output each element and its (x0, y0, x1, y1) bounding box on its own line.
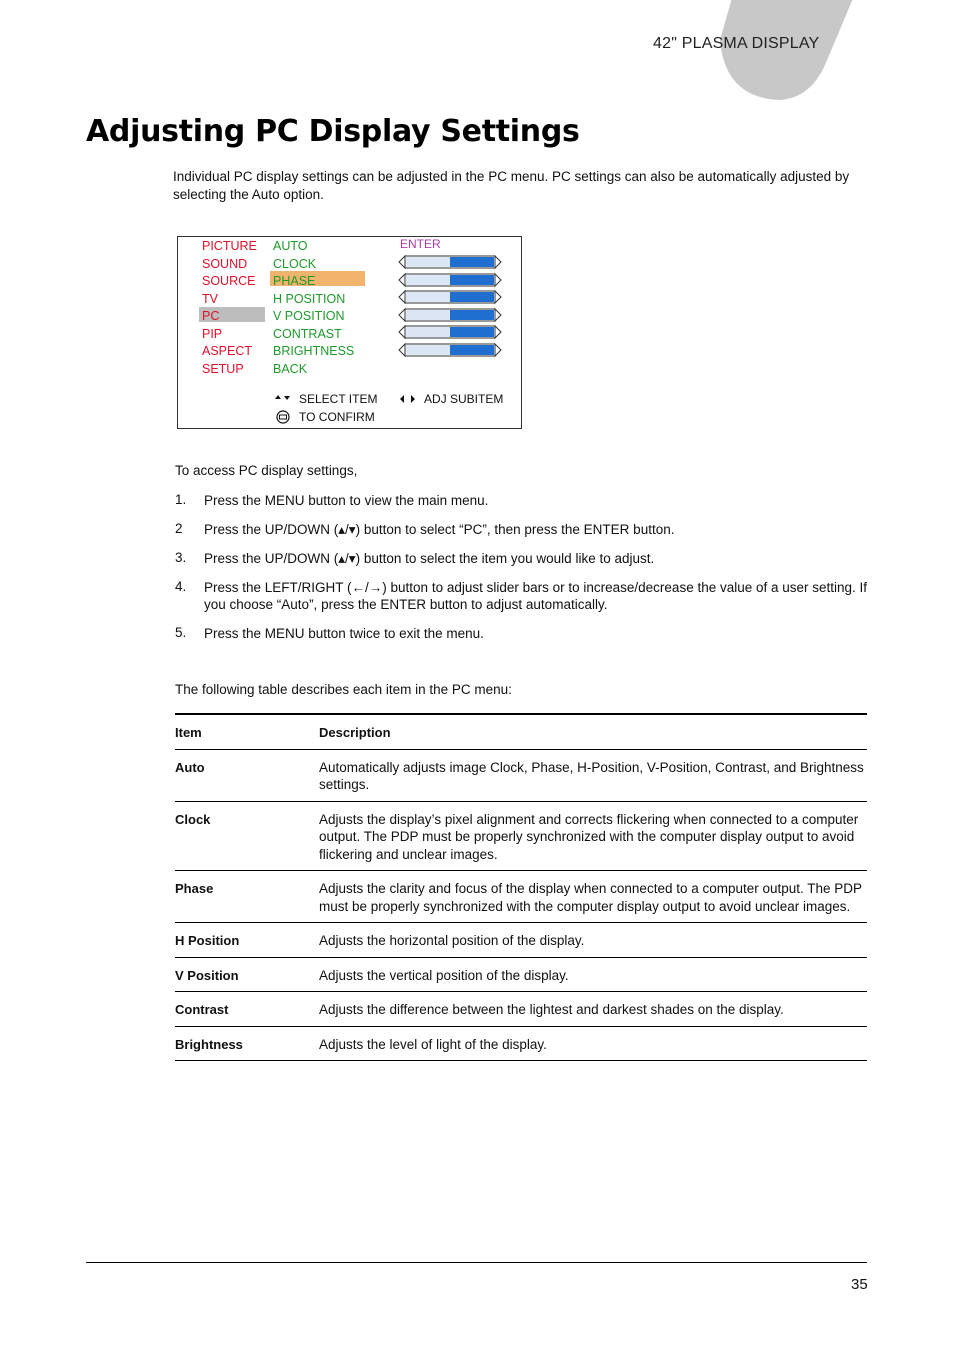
column-header-item: Item (175, 725, 202, 740)
osd-slider-bar (398, 307, 502, 323)
osd-slider-bar (398, 272, 502, 288)
table-cell-item: Clock (175, 811, 211, 827)
column-header-description: Description (319, 725, 391, 740)
main-menu-item: SETUP (202, 362, 244, 376)
sub-menu-item: H POSITION (273, 292, 346, 306)
sub-menu-item: PHASE (273, 274, 316, 288)
table-row (175, 801, 867, 871)
table-cell-description: Automatically adjusts image Clock, Phase, H-Position, V-Position, Contrast, and Brightness settings. (319, 759, 864, 792)
table-cell-item: Auto (175, 759, 205, 775)
main-menu-item: TV (202, 292, 218, 306)
table-row (175, 957, 867, 992)
left-right-arrows-icon (399, 394, 417, 404)
table-cell-description: Adjusts the difference between the lightest and darkest shades on the display. (319, 1002, 784, 1017)
footer-rule (86, 1262, 867, 1263)
step-number: 5. (175, 625, 187, 640)
main-menu-item: PICTURE (202, 239, 257, 253)
step-number: 1. (175, 492, 187, 507)
main-menu-item: ASPECT (202, 344, 253, 358)
table-header-row (175, 714, 867, 749)
up-down-arrows-icon (274, 393, 292, 403)
table-cell-item: Phase (175, 881, 214, 896)
main-menu-item: SOURCE (202, 274, 256, 288)
table-cell-item: Brightness (175, 1036, 243, 1052)
sub-menu-item: CONTRAST (273, 327, 342, 341)
intro-paragraph: Individual PC display settings can be adjusted in the PC menu. PC settings can also be automatically adjusted by selecting the Auto option. (173, 169, 850, 202)
header-product-label: 42" PLASMA DISPLAY (653, 35, 820, 52)
pc-menu-items-table (175, 713, 867, 1061)
step-number: 4. (175, 579, 187, 594)
table-row (175, 1026, 867, 1061)
table-row (175, 992, 867, 1027)
osd-menu-illustration (177, 236, 522, 429)
osd-slider-bar (398, 324, 502, 340)
enter-button-icon (276, 410, 290, 424)
table-row (175, 923, 867, 958)
sub-menu-item: BACK (273, 362, 308, 376)
page-title: Adjusting PC Display Settings (86, 114, 580, 149)
table-cell-description: Adjusts the level of light of the display. (319, 1036, 547, 1052)
sub-menu-item: AUTO (273, 239, 308, 253)
table-cell-item: Contrast (175, 1002, 229, 1017)
page-number: 35 (851, 1276, 868, 1293)
hint-select-item: SELECT ITEM (299, 392, 378, 406)
osd-slider-bar (398, 289, 502, 305)
step-text: Press the MENU button twice to exit the menu. (204, 626, 484, 641)
sub-menu-item: V POSITION (273, 309, 345, 323)
table-row (175, 871, 867, 923)
table-cell-item: V Position (175, 967, 239, 983)
table-intro: The following table describes each item in the PC menu: (175, 682, 512, 697)
hint-confirm: TO CONFIRM (299, 410, 375, 424)
main-menu-item: SOUND (202, 257, 248, 271)
step-text: Press the MENU button to view the main menu. (204, 493, 489, 508)
step-text: Press the LEFT/RIGHT (←/→) button to adjust slider bars or to increase/decrease the value of a user setting. If you choose “Auto”, press the ENTER button to adjust automatically. (204, 580, 868, 612)
hint-adjust-subitem: ADJ SUBITEM (424, 392, 504, 406)
sub-menu-item: BRIGHTNESS (273, 344, 355, 358)
osd-slider-bar (398, 342, 502, 358)
main-menu-item: PIP (202, 327, 223, 341)
table-cell-description: Adjusts the clarity and focus of the display when connected to a computer output. The PDP must be properly synchronized with the computer display output to avoid unclear images. (319, 881, 862, 914)
step-text: Press the UP/DOWN (▴/▾) button to select “PC”, then press the ENTER button. (204, 522, 675, 537)
table-cell-item: H Position (175, 933, 240, 948)
table-cell-description: Adjusts the horizontal position of the display. (319, 933, 585, 948)
access-intro: To access PC display settings, (175, 463, 358, 478)
main-menu-item: PC (202, 309, 220, 323)
table-cell-description: Adjusts the vertical position of the display. (319, 967, 569, 983)
enter-label: ENTER (400, 237, 441, 251)
sub-menu-item: CLOCK (273, 257, 317, 271)
table-row (175, 749, 867, 801)
step-number: 2 (175, 521, 183, 536)
step-number: 3. (175, 550, 187, 565)
osd-slider-bar (398, 254, 502, 270)
table-cell-description: Adjusts the display’s pixel alignment and corrects flickering when connected to a computer output. The PDP must be properly synchronized with the computer display output to avoid flickering and unclear images. (319, 811, 859, 862)
step-text: Press the UP/DOWN (▴/▾) button to select the item you would like to adjust. (204, 551, 655, 566)
